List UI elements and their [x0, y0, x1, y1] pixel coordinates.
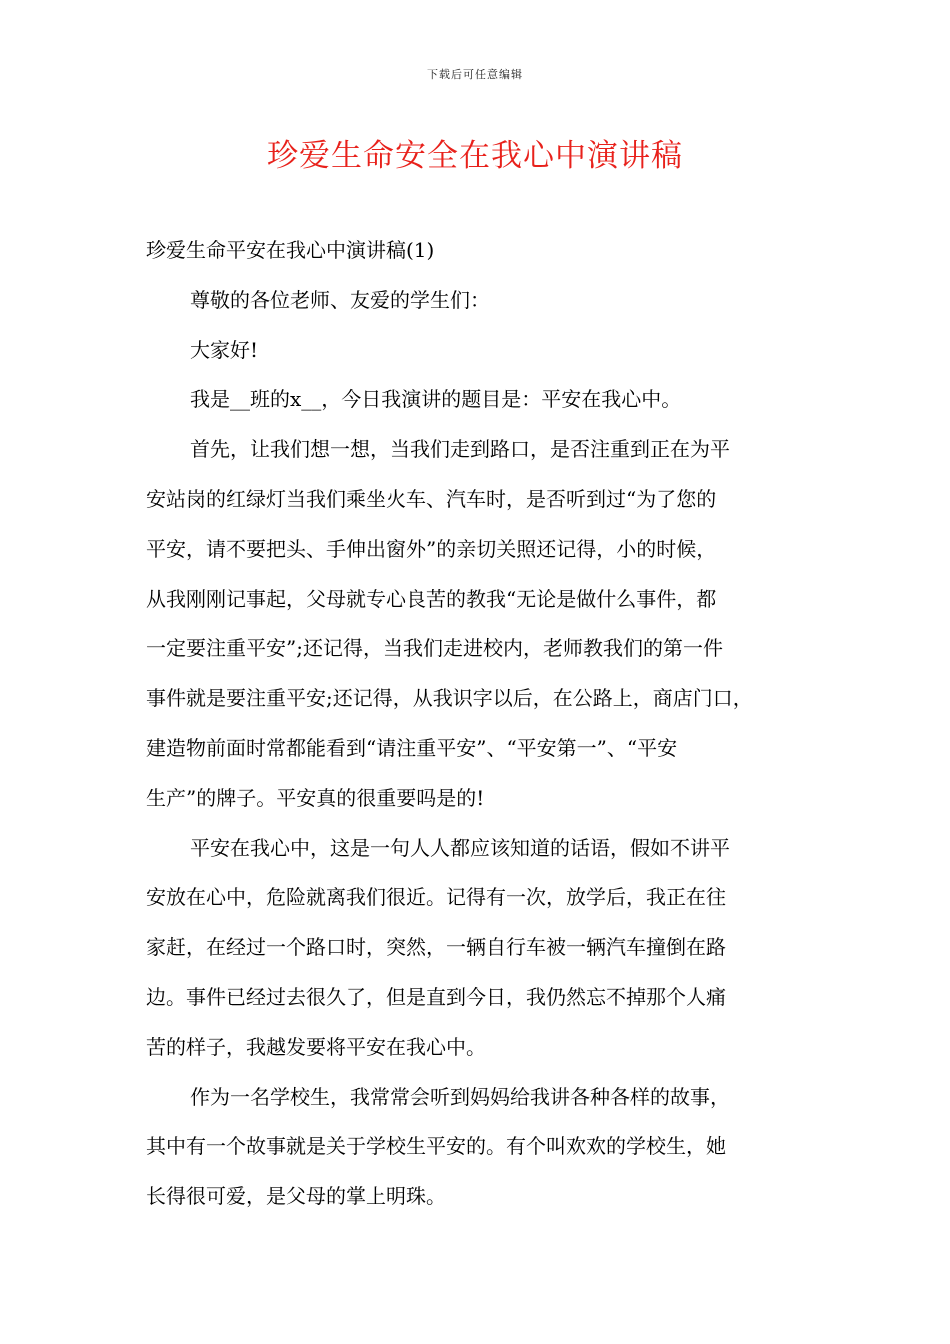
body-line: 珍爱生命平安在我心中演讲稿(1)	[146, 238, 435, 262]
body-line: 事件就是要注重平安;还记得，从我识字以后，在公路上，商店门口，	[146, 686, 753, 711]
body-line: 作为一名学校生，我常常会听到妈妈给我讲各种各样的故事，	[190, 1084, 730, 1109]
body-line: 平安，请不要把头、手伸出窗外”的亲切关照还记得，小的时候，	[146, 536, 717, 561]
body-line: 我是__班的x__，今日我演讲的题目是：平安在我心中。	[190, 387, 682, 412]
header-note: 下载后可任意编辑	[427, 68, 523, 81]
body-line: 其中有一个故事就是关于学校生平安的。有个叫欢欢的学校生，她	[146, 1134, 726, 1159]
body-line: 安站岗的红绿灯当我们乘坐火车、汽车时，是否听到过“为了您的	[146, 486, 717, 511]
body-line: 平安在我心中，这是一句人人都应该知道的话语，假如不讲平	[190, 835, 730, 860]
body-line: 生产”的牌子。平安真的很重要吗是的!	[146, 785, 485, 810]
body-line: 一定要注重平安”;还记得，当我们走进校内，老师教我们的第一件	[146, 636, 723, 661]
body-line: 首先，让我们想一想，当我们走到路口，是否注重到正在为平	[190, 437, 730, 462]
document-body	[146, 226, 818, 1222]
body-line: 家赶，在经过一个路口时，突然，一辆自行车被一辆汽车撞倒在路	[146, 935, 726, 960]
body-line: 尊敬的各位老师、友爱的学生们：	[190, 287, 490, 312]
body-line: 大家好!	[190, 337, 259, 362]
body-line: 边。事件已经过去很久了，但是直到今日，我仍然忘不掉那个人痛	[146, 984, 726, 1009]
body-line: 安放在心中，危险就离我们很近。记得有一次，放学后，我正在往	[146, 885, 726, 910]
body-line: 建造物前面时常都能看到“请注重平安”、“平安第一”、“平安	[146, 735, 678, 760]
document-title: 珍爱生命安全在我心中演讲稿	[267, 138, 683, 174]
body-line: 苦的样子，我越发要将平安在我心中。	[146, 1034, 486, 1059]
body-line: 长得很可爱，是父母的掌上明珠。	[146, 1184, 446, 1209]
body-line: 从我刚刚记事起，父母就专心良苦的教我“无论是做什么事件，都	[146, 586, 717, 611]
